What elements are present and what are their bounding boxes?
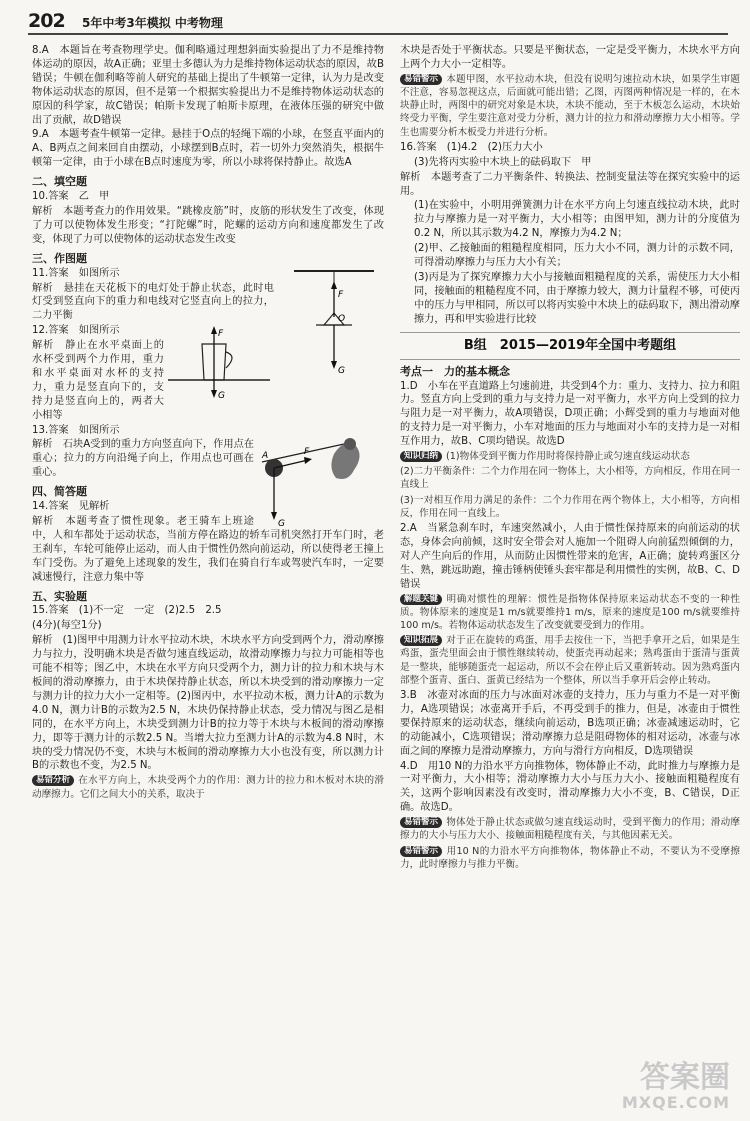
tip-badge: 易错警示	[400, 74, 442, 85]
group-banner: B组 2015—2019年全国中考题组	[400, 332, 740, 360]
left-column	[32, 44, 384, 803]
tip-badge: 易错分析	[32, 775, 74, 786]
header-rule	[28, 33, 728, 35]
paragraph-text: 解析 本题考查了二力平衡条件、转换法、控制变量法等在探究实验中的运用。	[400, 171, 740, 197]
lamp-force-diagram	[274, 267, 384, 377]
paragraph-text: (1)在实验中，小明用弹簧测力计在水平方向上匀速直线拉动木块，此时拉力与摩擦力是一对平衡力，大小相等；由图甲知，测力计的分度值为0.2 N，所以其示数为4.2 N，摩擦力为4.2 N；	[414, 200, 740, 240]
paragraph-text: 2.A 当紧急刹车时，车速突然减小，人由于惯性保持原来的向前运动的状态，身体会向前倾，这时安全带会对人施加一个阻碍人向前猛烈倾倒的力，对人产生向后的作用，从而防止因惯性带来的危害，A正确；旋转鸡蛋区分生、熟，跳远助跑，撞击锤柄使锤头套牢都是利用惯性的实例，故B、C、D错误	[400, 523, 740, 590]
paragraph-text: 解析 本题考查力的作用效果。“跳橡皮筋”时，皮筋的形状发生了改变，体现了力可以使物体发生形变；“打陀螺”时，陀螺的运动方向和速度都发生了改变，体现了力可以使物体的运动状态发生改变	[32, 205, 384, 245]
section-heading: 考点一 力的基本概念	[400, 364, 510, 378]
svg-text:F: F	[218, 329, 224, 340]
lamp-figure	[274, 267, 384, 377]
paragraph-text: 解析 静止在水平桌面上的水杯受到两个力作用，重力和水平桌面对水杯的支持力，重力是竖直向下的，支持力是竖直向上的，两者大小相等	[32, 340, 164, 421]
paragraph-text: (2)甲、乙接触面的粗糙程度相同，压力大小不同，测力计的示数不同，可得滑动摩擦力与压力大小有关；	[414, 243, 740, 269]
paragraph-text: (1)物体受到平衡力作用时将保持静止或匀速直线运动状态	[446, 451, 690, 463]
paragraph-text: 9.A 本题考查牛顿第一定律。悬挂于O点的轻绳下端的小球，在竖直平面内的A、B两点之间来回自由摆动，小球摆到B点时，若一切外力突然消失，根据牛顿第一定律，由于小球在B点时速度为零，所以小球将保持静止。故选A	[32, 129, 384, 169]
answer-paragraph	[32, 128, 384, 170]
svg-text:G: G	[278, 518, 285, 528]
paragraph-text: 本题甲图，水平拉动木块，但没有说明匀速拉动木块，如果学生审题不注意，容易忽视这点，后面就可能出错；乙图，丙图两种情况是一样的，在木块静止时，两图中的研究对象是木块，木块不能动，至于木板怎么运动，木块始终受力平衡，学生要注意对受力分析，测力计的拉力和滑动摩擦力大小相等。学生也需要分析木板受力并进行分析。	[400, 73, 740, 138]
paragraph-text: 明确对惯性的理解：惯性是指物体保持原来运动状态不变的一种性质。物体原来的速度是1 m/s就要维持1 m/s，原来的速度是100 m/s就要维持100 m/s。若物体运动状态发生了改变就要受到力的作用。	[400, 593, 740, 631]
watermark	[580, 1060, 730, 1115]
paragraph-text: 13.答案 如图所示	[32, 424, 120, 436]
tip-paragraph	[400, 634, 740, 687]
paragraph-text: 8.A 本题旨在考查物理学史。伽利略通过理想斜面实验提出了力不是维持物体运动的原因，故A正确；亚里士多德认为力是维持物体运动状态的原因，故B错误；牛顿在伽利略等前人研究的基础上提出了牛顿第一定律，认为力是改变物体运动状态的原因，但不是第一个根据实验提出力不是维持物体运动状态的原因的科学家，故C错误；帕斯卡发现了帕斯卡原理，在液体压强的研究中做出了贡献，故D错误	[32, 45, 384, 126]
watermark-logo: 答案圈	[640, 1060, 730, 1095]
answer-paragraph	[400, 689, 740, 759]
paragraph-text: 在水平方向上，木块受两个力的作用：测力计的拉力和木板对木块的滑动摩擦力。它们之间大小的关系，取决于	[32, 775, 384, 800]
tip-badge: 知识拓展	[400, 635, 442, 646]
answer-paragraph	[400, 156, 740, 170]
paragraph-text: (3)丙是为了探究摩擦力大小与接触面粗糙程度的关系，需使压力大小相同，接触面的粗糙程度不同，由于摩擦力较大，测力计量程不够，可使丙中的压力与甲相同，所以可以将丙实验中木块上的砝码取下，测出滑动摩擦力，再和甲实验进行比较	[414, 271, 740, 325]
svg-text:G: G	[338, 365, 345, 376]
paragraph-text: (3)先将丙实验中木块上的砝码取下 甲	[414, 156, 592, 168]
paragraph-text: 解析 悬挂在天花板下的电灯处于静止状态，此时电灯受到竖直向下的重力和电线对它竖直向上的拉力，二力平衡	[32, 282, 274, 322]
paragraph-text: (4分)(每空1分)	[32, 620, 102, 632]
stone-force-diagram	[254, 424, 384, 528]
book-title: 5年中考3年模拟 中考物理	[82, 16, 223, 30]
tip-badge: 解题关键	[400, 594, 442, 605]
paragraph-text: 解析 (1)图甲中用测力计水平拉动木块，木块水平方向受到两个力，滑动摩擦力与拉力，没明确木块是否做匀速直线运动，故滑动摩擦力与拉力可能相等也可能不相等；图乙中，木块在水平方向只受两个力，测力计的拉力和木块与木板间的滑动摩擦力，由于木块保持静止状态，所以木块受到的滑动摩擦力一定与测力计的拉力大小一定相等。(2)图丙中，水平拉动木板，测力计A的示数为4.0 N，测力计B的示数为2.5 N，木块仍保持静止状态，受力情况与图乙是相同的，在水平方向上，木块受到测力计B的拉力等于木块与木板间的滑动摩擦力，即等于测力计的示数2.5 N。当增大拉力至测力计A的示数为4.8 N时，木块的受力情况仍不变，木块与木板间的滑动摩擦力大小也没有变，所以测力计B的示数也不变，为2.5 N。	[32, 635, 384, 772]
section-heading: 五、实验题	[32, 589, 87, 603]
paragraph-text: 4.D 用10 N的力沿水平方向推物体，物体静止不动，此时推力与摩擦力是一对平衡力，大小相等；滑动摩擦力大小与压力大小、接触面粗糙程度有关，这两个影响因素没有改变时，滑动摩擦力大小不变，B、C错误，D正确。故选D。	[400, 760, 740, 814]
paragraph-text: 10.答案 乙 甲	[32, 191, 110, 203]
section-heading: 二、填空题	[32, 175, 87, 189]
cup-force-diagram	[164, 324, 274, 400]
answer-paragraph	[400, 199, 740, 241]
answer-paragraph	[32, 205, 384, 247]
page-header	[28, 8, 728, 34]
answer-paragraph	[400, 141, 740, 155]
answer-paragraph	[32, 634, 384, 773]
answer-paragraph	[32, 604, 384, 618]
tip-badge: 知识归纳	[400, 451, 442, 462]
paragraph-text: 用10 N的力沿水平方向推物体，物体静止不动，不要认为不受摩擦力，此时摩擦力与推力平衡。	[400, 845, 740, 870]
tip-paragraph	[400, 73, 740, 139]
paragraph-text: 14.答案 见解析	[32, 501, 110, 513]
cup-figure	[164, 324, 274, 400]
section-heading: 四、简答题	[32, 485, 87, 499]
stone-figure	[254, 424, 384, 528]
tip-paragraph	[400, 450, 740, 463]
svg-text:A: A	[262, 450, 269, 461]
paragraph-text: 物体处于静止状态或做匀速直线运动时，受到平衡力的作用；滑动摩擦力的大小与压力大小、接触面粗糙程度有关，与其他因素无关。	[400, 817, 740, 842]
svg-text:F: F	[304, 446, 310, 457]
answer-paragraph	[400, 522, 740, 592]
svg-text:O: O	[338, 313, 346, 324]
paragraph-text: 3.B 冰壶对冰面的压力与冰面对冰壶的支持力，压力与重力不是一对平衡力，A选项错误；冰壶离开手后，不再受到手的推力，但是，冰壶由于惯性要保持原来的运动状态，继续向前运动，B选项正确；冰壶减速运动时，它的动能减小，C选项错误；滑动摩擦力总是阻碍物体的相对运动，冰壶与冰面之间的摩擦力是滑动摩擦力，方向与滑行方向相反，D选项错误	[400, 690, 740, 757]
svg-text:G: G	[218, 391, 225, 401]
answer-paragraph	[400, 380, 740, 450]
page-number: 202	[28, 10, 65, 32]
paragraph-text: 木块是否处于平衡状态。只要是平衡状态，一定是受平衡力，木块水平方向上两个力大小一定相等。	[400, 45, 740, 70]
answer-paragraph	[400, 44, 740, 72]
answer-paragraph	[400, 465, 740, 491]
answer-paragraph	[400, 271, 740, 327]
tip-paragraph	[400, 816, 740, 842]
paragraph-text: 对于正在旋转的鸡蛋，用手去按住一下，当把手拿开之后，如果是生鸡蛋，蛋壳里面会由于惯性继续转动，使蛋壳再动起来；熟鸡蛋由于蛋清与蛋黄是一整块，能够随蛋壳一起运动，所以不会在停止后又重新转动。因为熟鸡蛋内部整个蛋青、蛋白、蛋黄已经结为一个整体，所以当手拿开后会停止转动。	[400, 635, 740, 686]
tip-paragraph	[32, 774, 384, 800]
tip-badge: 易错警示	[400, 817, 442, 828]
paragraph-text: 1.D 小车在平直道路上匀速前进，共受到4个力：重力、支持力、拉力和阻力。竖直方向上受到的重力与支持力是一对平衡力，水平方向上受到的拉力与阻力是一对平衡力，故A项错误，D项正确；小辉受到的重力与地面对他的支持力是一对平衡力，小车对地面的压力与地面对小车的支持力是一对相互作用力，故B、C项均错误。故选D	[400, 380, 740, 448]
paragraph-text: 解析 石块A受到的重力方向竖直向下，作用点在重心；拉力的方向沿绳子向上，作用点也可画在重心。	[32, 439, 254, 479]
tip-paragraph	[400, 845, 740, 871]
paragraph-text: (3)一对相互作用力满足的条件：二个力作用在两个物体上，大小相等，方向相反，作用在同一直线上。	[400, 494, 740, 519]
paragraph-text: 16.答案 (1)4.2 (2)压力大小	[400, 141, 543, 153]
answer-paragraph	[400, 242, 740, 270]
answer-paragraph	[32, 190, 384, 204]
paragraph-text: 12.答案 如图所示	[32, 325, 120, 337]
paragraph-text: 11.答案 如图所示	[32, 267, 120, 279]
paragraph-text: (2)二力平衡条件：二个力作用在同一物体上，大小相等，方向相反，作用在同一直线上	[400, 466, 740, 491]
answer-paragraph	[32, 619, 384, 633]
tip-badge: 易错警示	[400, 846, 442, 857]
tip-paragraph	[400, 593, 740, 633]
answer-paragraph	[400, 171, 740, 199]
right-column	[400, 44, 740, 873]
svg-text:F: F	[338, 289, 344, 300]
paragraph-text: 15.答案 (1)不一定 一定 (2)2.5 2.5	[32, 605, 222, 617]
paragraph-text: 解析 本题考查了惯性现象。老王骑车上班途中，人和车都处于运动状态，当前方停在路边的轿车司机突然打开车门时，老王刹车，车轮可能停止运动，而人由于惯性仍然向前运动，所以使得老王撞上车门受伤。为了避免上述现象的发生，我们在骑自行车或驾驶汽车时，一定要减速慢行，注意力集中等	[32, 516, 384, 583]
answer-paragraph	[400, 494, 740, 520]
watermark-url: MXQE.COM	[621, 1093, 730, 1112]
answer-paragraph	[32, 44, 384, 127]
answer-paragraph	[400, 760, 740, 816]
section-heading: 三、作图题	[32, 251, 87, 265]
